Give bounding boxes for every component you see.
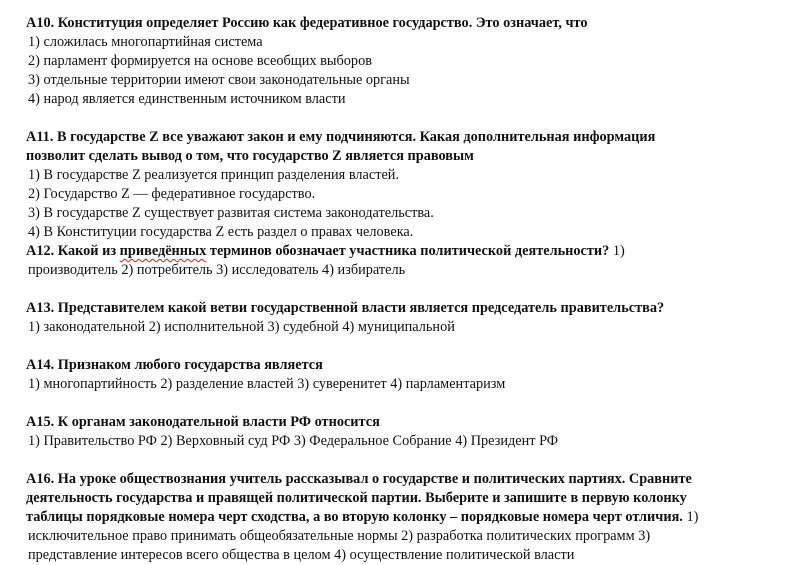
question-prompt-end: терминов обозначает участника политической деятельности? — [206, 243, 610, 259]
answer-options: представление интересов всего общества в целом 4) осуществление политической власти — [28, 547, 575, 563]
question-prompt-line: А11. В государстве Z все уважают закон и ему подчиняются. Какая дополнительная информация — [26, 129, 656, 145]
answer-options: 1) Правительство РФ 2) Верховный суд РФ 3) Федеральное Собрание 4) Президент РФ — [28, 433, 559, 449]
question-a14 — [26, 356, 786, 394]
spacer — [26, 394, 786, 413]
answer-option: 2) парламент формируется на основе всеобщих выборов — [28, 53, 372, 69]
spacer — [26, 451, 786, 470]
document-body — [26, 14, 786, 565]
spacer — [26, 337, 786, 356]
answer-options: 1) многопартийность 2) разделение властей 3) суверенитет 4) парламентаризм — [28, 376, 506, 392]
question-a13 — [26, 299, 786, 337]
answer-option: 1) В государстве Z реализуется принцип разделения властей. — [28, 167, 400, 183]
question-a10 — [26, 14, 786, 109]
question-prompt-start: А12. Какой из — [26, 243, 120, 259]
answer-option: 4) народ является единственным источником власти — [28, 91, 346, 107]
misspelled-word: приведённых — [119, 243, 207, 259]
question-a12 — [26, 242, 786, 280]
spacer — [26, 109, 786, 128]
answer-options: производитель 2) потребитель 3) исследователь 4) избиратель — [28, 262, 406, 278]
answer-option: 3) отдельные территории имеют свои законодательные органы — [28, 72, 410, 88]
answer-options-start: 1) — [682, 509, 699, 525]
answer-options-start: 1) — [609, 243, 625, 259]
answer-options: 1) законодательной 2) исполнительной 3) судебной 4) муниципальной — [28, 319, 455, 335]
answer-option: 4) В Конституции государства Z есть раздел о правах человека. — [28, 224, 414, 240]
question-prompt: А14. Признаком любого государства является — [26, 357, 323, 373]
spacer — [26, 280, 786, 299]
question-prompt: А15. К органам законодательной власти РФ относится — [26, 414, 380, 430]
question-prompt-line: деятельность государства и правящей политической партии. Выберите и запишите в первую колонку — [26, 490, 687, 506]
question-a15 — [26, 413, 786, 451]
question-prompt: А10. Конституция определяет Россию как федеративное государство. Это означает, что — [26, 15, 588, 31]
question-prompt-line: позволит сделать вывод о том, что государство Z является правовым — [26, 148, 474, 164]
question-prompt-line: А16. На уроке обществознания учитель рассказывал о государстве и политических партиях. Сравните — [26, 471, 692, 487]
answer-options: исключительное право принимать общеобязательные нормы 2) разработка политических программ 3) — [28, 528, 651, 544]
question-prompt-line — [26, 508, 786, 527]
answer-option: 3) В государстве Z существует развитая система законодательства. — [28, 205, 434, 221]
question-a11 — [26, 128, 786, 242]
question-prompt-end: таблицы порядковые номера черт сходства, а во вторую колонку – порядковые номера черт отличия. — [26, 509, 683, 525]
answer-option: 1) сложилась многопартийная система — [28, 34, 263, 50]
question-prompt — [26, 242, 786, 261]
question-a16 — [26, 470, 786, 565]
answer-option: 2) Государство Z — федеративное государство. — [28, 186, 316, 202]
question-prompt: А13. Представителем какой ветви государственной власти является председатель правительства? — [26, 300, 665, 316]
